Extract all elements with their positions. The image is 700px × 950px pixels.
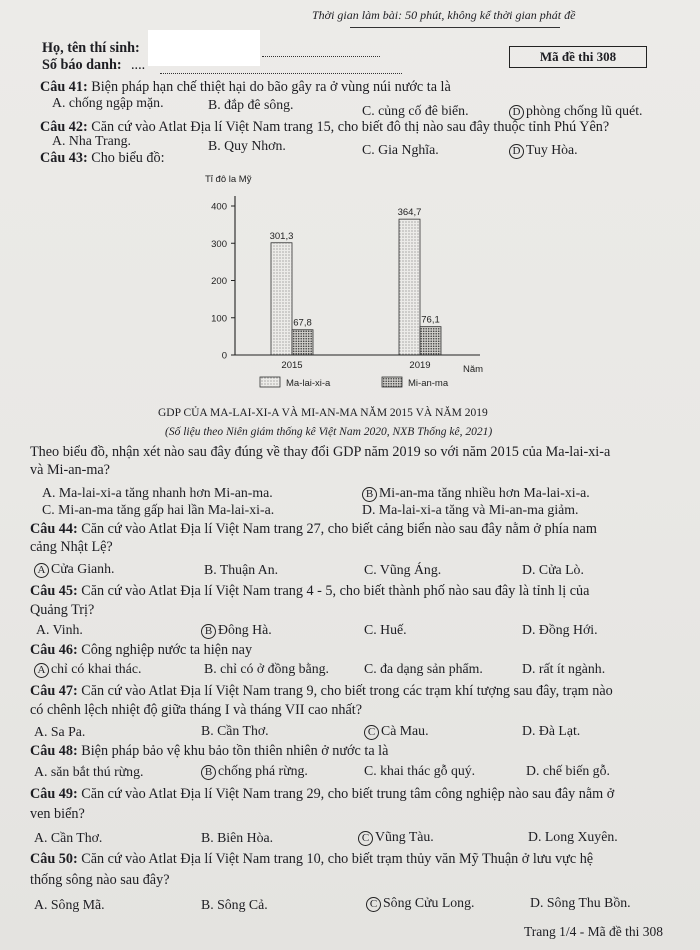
q45-option-d[interactable]: D. Đồng Hới. [522,622,598,637]
answer-circle-mark: B [362,487,377,502]
q43-question-line1: Theo biểu đồ, nhận xét nào sau đây đúng về thay đổi GDP năm 2019 so với năm 2015 của Ma-lai-xi-a [30,444,611,460]
q44-option-d[interactable]: D. Cửa Lò. [522,562,584,577]
answer-circle-mark: D [509,105,524,120]
bar-mi-an-ma-2015 [292,330,313,355]
x-tick-label: 2015 [281,360,303,371]
chart-title: GDP CỦA MA-LAI-XI-A VÀ MI-AN-MA NĂM 2015 VÀ NĂM 2019 [158,407,488,419]
answer-circle-mark: C [358,831,373,846]
q50-option-a[interactable]: A. Sông Mã. [34,897,105,912]
bar-value-label: 67,8 [293,317,312,329]
q49-stem-line2: ven biển? [30,806,85,822]
q41-option-d-circled[interactable]: D phòng chống lũ quét. [509,103,643,120]
bar-value-label: 76,1 [421,314,440,326]
bar-ma-lai-xi-a-2019 [399,219,420,355]
q48-option-c[interactable]: C. khai thác gỗ quý. [364,763,476,778]
q50-option-b[interactable]: B. Sông Cả. [201,897,268,912]
header-divider [350,27,560,28]
q43-option-c[interactable]: C. Mi-an-ma tăng gấp hai lần Ma-lai-xi-a. [42,502,275,517]
q47-option-c-circled[interactable]: C Cà Mau. [364,723,429,740]
q50-stem-line1: Câu 50: Căn cứ vào Atlat Địa lí Việt Nam trang 10, cho biết trạm thủy văn Mỹ Thuận ở lưu vực hệ [30,851,594,867]
q41-stem [40,79,451,96]
answer-circle-mark: C [364,725,379,740]
id-label: Số báo danh: [42,57,122,73]
name-dotted-line [262,56,380,57]
legend-label: Mi-an-ma [408,378,449,389]
q50-option-d[interactable]: D. Sông Thu Bồn. [530,895,631,910]
bar-mi-an-ma-2019 [420,327,441,355]
y-tick-label: 0 [221,350,227,362]
q42-option-d-circled[interactable]: D Tuy Hòa. [509,142,578,159]
bar-value-label: 364,7 [397,207,422,219]
q41-text: Biện pháp hạn chế thiệt hại do bão gây ra ở vùng núi nước ta là [91,79,451,95]
q43-question-line2: và Mi-an-ma? [30,462,110,478]
q47-option-b[interactable]: B. Cần Thơ. [201,723,269,738]
q48-option-b-circled[interactable]: B chống phá rừng. [201,763,308,780]
q47-option-a[interactable]: A. Sa Pa. [34,724,86,739]
q42-number: Câu 42: [40,119,88,135]
legend-swatch [260,377,280,387]
q49-option-d[interactable]: D. Long Xuyên. [528,829,618,844]
legend-swatch [382,377,402,387]
chart-ylabel: Tỉ đô la Mỹ [205,174,252,185]
answer-circle-mark: A [34,663,49,678]
legend-label: Ma-lai-xi-a [286,378,331,389]
q41-option-a[interactable]: A. chống ngập mặn. [52,95,164,110]
q42-option-b[interactable]: B. Quy Nhơn. [208,138,286,153]
y-tick-label: 200 [211,276,227,287]
q49-option-b[interactable]: B. Biên Hòa. [201,830,274,845]
q49-stem-line1: Câu 49: Căn cứ vào Atlat Địa lí Việt Nam trang 29, cho biết trung tâm công nghiệp nào sau đây nằm ở [30,786,615,802]
answer-circle-mark: B [201,765,216,780]
q43-number: Câu 43: [40,150,88,166]
q43-stem [40,150,165,167]
q44-option-b[interactable]: B. Thuận An. [204,562,279,577]
q46-option-a-circled[interactable]: A chỉ có khai thác. [34,661,141,678]
q43-text: Cho biểu đồ: [91,150,165,166]
exam-code-box: Mã đề thi 308 [509,46,647,68]
answer-circle-mark: B [201,624,216,639]
q46-option-c[interactable]: C. đa dạng sản phẩm. [364,661,483,676]
q48-stem: Câu 48: Biện pháp bảo vệ khu bảo tồn thiên nhiên ở nước ta là [30,743,389,759]
chart-bars [270,207,441,355]
name-label: Họ, tên thí sinh: [42,40,140,56]
q45-option-b-circled[interactable]: B Đông Hà. [201,622,272,639]
q41-option-b[interactable]: B. đắp đê sông. [208,97,294,112]
q46-option-d[interactable]: D. rất ít ngành. [522,661,606,676]
q44-option-a-circled[interactable]: A Cửa Gianh. [34,561,114,578]
q44-stem-line1: Câu 44: Căn cứ vào Atlat Địa lí Việt Nam trang 27, cho biết cảng biển nào sau đây nằm ở phía nam [30,521,597,537]
q47-stem-line2: có chênh lệch nhiệt độ giữa tháng I và tháng VII cao nhất? [30,702,363,718]
y-tick-label: 400 [211,201,227,213]
y-tick-label: 100 [211,313,227,325]
y-tick-label: 300 [211,238,227,250]
chart-y-axis [211,196,235,362]
q43-option-a[interactable]: A. Ma-lai-xi-a tăng nhanh hơn Mi-an-ma. [42,485,273,500]
q48-option-a[interactable]: A. săn bắt thú rừng. [34,764,144,779]
q43-option-d[interactable]: D. Ma-lai-xi-a tăng và Mi-an-ma giảm. [362,502,579,517]
q42-option-a[interactable]: A. Nha Trang. [52,133,131,148]
page-footer: Trang 1/4 - Mã đề thi 308 [524,924,663,939]
chart-x-axis [235,355,480,371]
q45-stem-line1: Câu 45: Căn cứ vào Atlat Địa lí Việt Nam trang 4 - 5, cho biết thành phố nào sau đây là tỉnh lị của [30,583,590,599]
x-tick-label: 2019 [409,360,431,371]
q50-stem-line2: thống sông nào sau đây? [30,872,170,888]
answer-circle-mark: D [509,144,524,159]
q49-option-c-circled[interactable]: C Vũng Tàu. [358,829,434,846]
q47-stem-line1: Câu 47: Căn cứ vào Atlat Địa lí Việt Nam trang 9, cho biết trong các trạm khí tượng sau đây, trạm nào [30,683,613,699]
q41-number: Câu 41: [40,79,88,95]
id-value: .... [131,57,146,73]
q48-option-d[interactable]: D. chế biến gỗ. [526,763,610,778]
bar-ma-lai-xi-a-2015 [271,243,292,355]
chart-xlabel: Năm [463,364,484,375]
q49-option-a[interactable]: A. Cần Thơ. [34,830,103,845]
q42-option-c[interactable]: C. Gia Nghĩa. [362,142,439,157]
chart-legend [260,377,449,389]
q42-text: Căn cứ vào Atlat Địa lí Việt Nam trang 15, cho biết đô thị nào sau đây thuộc tỉnh Phú Yên? [91,119,610,135]
bar-value-label: 301,3 [269,230,294,242]
answer-circle-mark: C [366,897,381,912]
answer-circle-mark: A [34,563,49,578]
q46-option-b[interactable]: B. chỉ có ở đồng bằng. [204,661,329,676]
id-dotted-line [160,73,402,74]
q47-option-d[interactable]: D. Đà Lạt. [522,723,581,738]
q44-stem-line2: cảng Nhật Lệ? [30,539,113,555]
q45-option-a[interactable]: A. Vinh. [36,622,83,637]
q43-option-b-circled[interactable]: B Mi-an-ma tăng nhiều hơn Ma-lai-xi-a. [362,485,590,502]
q46-stem: Câu 46: Công nghiệp nước ta hiện nay [30,642,253,658]
q45-stem-line2: Quảng Trị? [30,602,95,618]
redaction-box [148,30,260,66]
q41-option-c[interactable]: C. củng cố đê biển. [362,103,469,118]
time-note: Thời gian làm bài: 50 phút, không kể thời gian phát đề [312,8,576,22]
q45-option-c[interactable]: C. Huế. [364,622,407,637]
chart-subtitle: (Số liệu theo Niên giám thống kê Việt Nam 2020, NXB Thống kê, 2021) [165,426,493,438]
gdp-bar-chart [195,170,525,400]
q44-option-c[interactable]: C. Vũng Áng. [364,562,442,577]
q50-option-c-circled[interactable]: C Sông Cửu Long. [366,895,474,912]
